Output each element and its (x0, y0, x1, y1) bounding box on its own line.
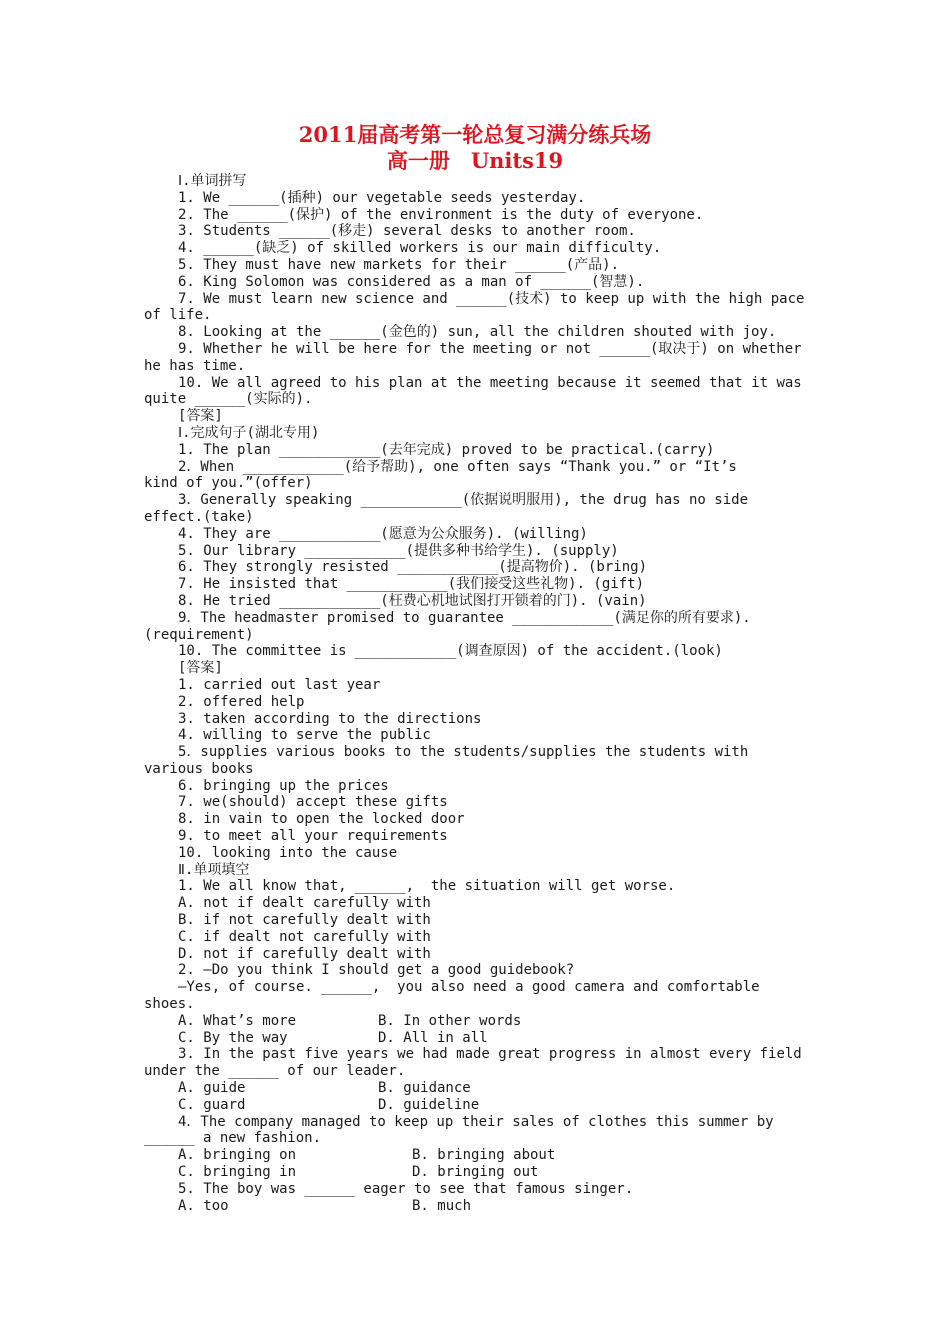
mc-question-3: 3. In the past five years we had made great progress in almost every field (178, 1046, 802, 1063)
sentence-item-2: 2．When ____________(给予帮助), one often says “Thank you.” or “It’s (178, 458, 737, 475)
spelling-item-2: 2. The ______(保护) of the environment is the duty of everyone. (178, 206, 704, 223)
mc-option: A. bringing on (178, 1147, 297, 1164)
document-title: 2011届高考第一轮总复习满分练兵场 (298, 122, 652, 147)
mc-option: C. By the way (178, 1029, 288, 1046)
mc-option: D. bringing out (412, 1164, 539, 1181)
sentence-item-4: 4. They are ____________(愿意为公众服务). (willing) (178, 525, 588, 542)
mc-option: A. too (178, 1197, 229, 1214)
sentence-item-5: 5. Our library ____________(提供多种书给学生). (supply) (178, 542, 619, 559)
section-heading-sentences: Ⅰ.完成句子(湖北专用) (178, 424, 320, 441)
answer-item-4: 4. willing to serve the public (178, 727, 431, 744)
spelling-item-9-cont: he has time. (144, 357, 246, 374)
mc-question-3-cont: under the ______ of our leader. (144, 1063, 406, 1080)
mc-option: B. much (412, 1197, 472, 1214)
sentence-item-6: 6. They strongly resisted ____________(提高物价). (bring) (178, 559, 648, 576)
spelling-item-3: 3. Students ______(移走) several desks to another room. (178, 223, 636, 240)
mc-option: C. if dealt not carefully with (178, 928, 431, 945)
exercise-body (144, 173, 808, 1214)
sentence-item-1: 1. The plan ____________(去年完成) proved to be practical.(carry) (178, 441, 715, 458)
spelling-item-4: 4. ______(缺乏) of skilled workers is our main difficulty. (178, 240, 662, 257)
answer-item-10: 10. looking into the cause (178, 844, 398, 861)
sentence-item-7: 7. He insisted that ____________(我们接受这些礼物). (gift) (178, 576, 645, 593)
answer-item-5-cont: various books (144, 760, 254, 777)
mc-question-5: 5. The boy was ______ eager to see that famous singer. (178, 1180, 634, 1197)
mc-option-row (144, 1080, 808, 1097)
section-heading-spelling: Ⅰ.单词拼写 (178, 173, 247, 189)
answer-item-9: 9. to meet all your requirements (178, 828, 448, 845)
mc-question-2-line2: —Yes, of course. ______, you also need a good camera and comfortable (178, 979, 760, 996)
mc-option: D. guideline (378, 1096, 480, 1113)
spelling-item-6: 6. King Solomon was considered as a man of ______(智慧). (178, 273, 645, 290)
spelling-item-8: 8. Looking at the ______(金色的) sun, all the children shouted with joy. (178, 324, 777, 341)
sentence-item-9-cont: (requirement) (144, 626, 254, 643)
mc-question-4: 4．The company managed to keep up their sales of clothes this summer by (178, 1113, 774, 1130)
mc-option: B. guidance (378, 1080, 471, 1097)
answer-item-5: 5．supplies various books to the students/supplies the students with (178, 744, 749, 761)
mc-question-2-cont: shoes. (144, 996, 195, 1013)
mc-option: C. guard (178, 1096, 246, 1113)
mc-option: B. In other words (378, 1012, 522, 1029)
mc-option-row (144, 1013, 808, 1030)
spelling-item-10: 10. We all agreed to his plan at the meeting because it seemed that it was (178, 374, 802, 391)
mc-option-row (144, 1164, 808, 1181)
section-heading-multiple-choice: Ⅱ.单项填空 (178, 861, 250, 878)
mc-option: D. All in all (378, 1029, 488, 1046)
sentence-item-8: 8. He tried ____________(枉费心机地试图打开锁着的门). (vain) (178, 592, 647, 609)
spelling-item-7: 7. We must learn new science and ______(技术) to keep up with the high pace (178, 290, 805, 307)
spelling-item-10-cont: quite ______(实际的). (144, 391, 313, 408)
mc-option-row (144, 1097, 808, 1114)
mc-option: A. guide (178, 1080, 246, 1097)
answer-item-3: 3. taken according to the directions (178, 710, 482, 727)
spelling-item-7-cont: of life. (144, 307, 212, 324)
mc-option: A. not if dealt carefully with (178, 895, 431, 912)
spelling-item-1: 1. We ______(插种) our vegetable seeds yesterday. (178, 189, 586, 206)
mc-question-2: 2. —Do you think I should get a good guidebook? (178, 962, 575, 979)
document-subtitle: 高一册 Units19 (386, 148, 564, 173)
mc-question-1: 1. We all know that, ______, the situation will get worse. (178, 878, 676, 895)
mc-option: D. not if carefully dealt with (178, 945, 431, 962)
answer-item-8: 8. in vain to open the locked door (178, 811, 465, 828)
mc-option-row (144, 1030, 808, 1047)
sentence-item-3: 3．Generally speaking ____________(依据说明服用), the drug has no side (178, 492, 749, 509)
answer-item-7: 7. we(should) accept these gifts (178, 794, 448, 811)
spelling-item-5: 5. They must have new markets for their ______(产品). (178, 256, 620, 273)
mc-option: C. bringing in (178, 1164, 297, 1181)
answer-label: [答案] (178, 408, 223, 425)
spelling-item-9: 9. Whether he will be here for the meeting or not ______(取决于) on whether (178, 340, 802, 357)
mc-option: A. What’s more (178, 1012, 297, 1029)
answer-item-1: 1. carried out last year (178, 676, 381, 693)
sentence-item-2-cont: kind of you.”(offer) (144, 475, 313, 492)
mc-option: B. if not carefully dealt with (178, 912, 431, 929)
mc-option: B. bringing about (412, 1147, 556, 1164)
mc-option-row (144, 1198, 808, 1215)
mc-option-row (144, 1147, 808, 1164)
mc-question-4-cont: ______ a new fashion. (144, 1130, 322, 1147)
sentence-item-9: 9．The headmaster promised to guarantee ____________(满足你的所有要求). (178, 609, 751, 626)
answer-item-2: 2. offered help (178, 693, 305, 710)
answer-item-6: 6. bringing up the prices (178, 777, 389, 794)
answer-label: [答案] (178, 660, 223, 677)
sentence-item-3-cont: effect.(take) (144, 508, 254, 525)
sentence-item-10: 10. The committee is ____________(调查原因) of the accident.(look) (178, 643, 723, 660)
